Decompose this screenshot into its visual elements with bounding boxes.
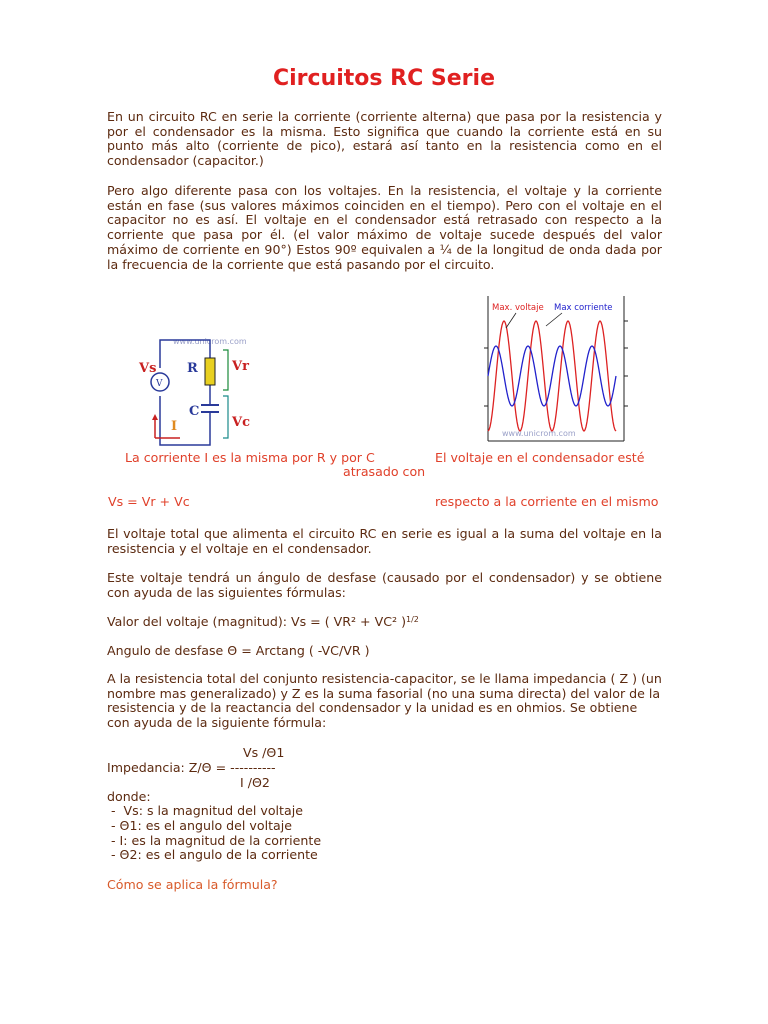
vr-label: Vr xyxy=(232,359,249,374)
current-arrow-head xyxy=(152,414,158,420)
vr-bracket xyxy=(223,350,228,390)
circuit-watermark: www.unicrom.com xyxy=(173,337,247,346)
current-pointer xyxy=(546,313,562,326)
caption-current: La corriente I es la misma por R y por C xyxy=(125,450,375,465)
voltage-pointer xyxy=(506,313,516,328)
caption-sum-formula: Vs = Vr + Vc xyxy=(108,494,190,509)
magnitude-formula xyxy=(107,614,419,629)
magnitude-formula-text: Valor del voltaje (magnitud): Vs = ( VR² + VC² ) xyxy=(107,614,406,629)
formula-link[interactable]: Cómo se aplica la fórmula? xyxy=(107,877,278,892)
vs-label: Vs xyxy=(139,361,157,376)
intro-paragraph: En un circuito RC en serie la corriente (corriente alterna) que pasa por la resistencia y por el condensador es la misma. Esto significa que cuando la corriente está en su punto más alto (corriente de pico), estará así tanto en la resistencia como en el condensador (capacitor.) xyxy=(107,109,662,169)
voltage-paragraph: Pero algo diferente pasa con los voltajes. En la resistencia, el voltaje y la corriente están en fase (sus valores máximos coinciden en el tiempo). Pero con el voltaje en el capacitor no es así. El voltaje en el condensador está retrasado con respecto a la corriente que pasa por él. (el valor máximo de voltaje sucede después del valor máximo de corriente en 90°) Estos 90º equivalen a ¼ de la longitud de onda dada por la frecuencia de la corriente que está pasando por el circuito. xyxy=(107,183,662,272)
caption-voltage-1: El voltaje en el condensador esté xyxy=(435,450,645,465)
resistor-symbol xyxy=(205,358,215,385)
vc-label: Vc xyxy=(232,415,251,430)
source-v-label: V xyxy=(156,379,163,389)
magnitude-exponent: 1/2 xyxy=(406,615,419,624)
rc-circuit-diagram xyxy=(135,330,260,450)
caption-voltage-3: respecto a la corriente en el mismo xyxy=(435,494,659,509)
donde-label: donde: xyxy=(107,789,151,804)
r-label: R xyxy=(187,361,198,376)
impedance-numerator: Vs /Θ1 xyxy=(243,745,285,760)
def-i: - I: es la magnitud de la corriente xyxy=(107,833,322,848)
caption-voltage-2: atrasado con xyxy=(343,464,426,479)
phase-formula: Angulo de desfase Θ = Arctang ( -VC/VR ) xyxy=(107,643,370,658)
impedance-denominator: I /Θ2 xyxy=(240,775,270,790)
def-vs: - Vs: s la magnitud del voltaje xyxy=(107,803,303,818)
def-theta2: - Θ2: es el angulo de la corriente xyxy=(107,847,318,862)
max-current-label: Max corriente xyxy=(554,303,613,313)
max-voltage-label: Max. voltaje xyxy=(492,303,544,313)
page-title: Circuitos RC Serie xyxy=(273,66,495,91)
phase-paragraph: Este voltaje tendrá un ángulo de desfase (causado por el condensador) y se obtiene con ayuda de las siguientes fórmulas: xyxy=(107,570,662,600)
impedance-formula: Impedancia: Z/Θ = ---------- xyxy=(107,760,276,775)
wave-watermark: www.unicrom.com xyxy=(502,429,576,438)
def-theta1: - Θ1: es el angulo del voltaje xyxy=(107,818,292,833)
c-label: C xyxy=(189,404,200,419)
impedance-paragraph: A la resistencia total del conjunto resistencia-capacitor, se le llama impedancia ( Z ) (un nombre mas generalizado) y Z es la suma fasorial (no una suma directa) del valor de la resistencia y de la reactancia del condensador y la unidad es en ohmios. Se obtiene con ayuda de la siguiente fórmula: xyxy=(107,671,662,731)
i-label: I xyxy=(171,419,178,434)
current-wave xyxy=(488,346,616,406)
vc-bracket xyxy=(223,396,228,438)
total-voltage-paragraph: El voltaje total que alimenta el circuito RC en serie es igual a la suma del voltaje en la resistencia y el voltaje en el condensador. xyxy=(107,526,662,556)
phase-wave-chart xyxy=(482,296,632,446)
